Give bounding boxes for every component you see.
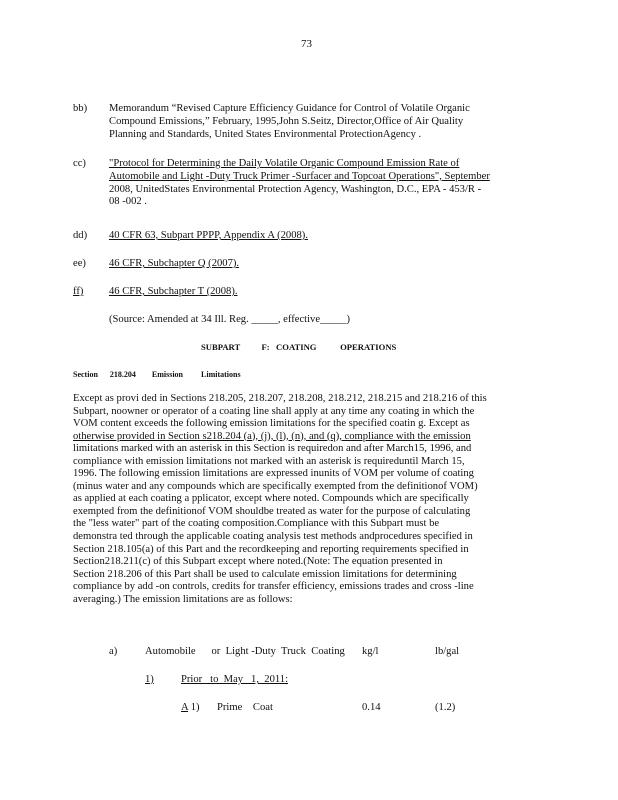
item-text-1: Prior to May 1, 2011: — [181, 674, 289, 685]
ref-cc-line: "Protocol for Determining the Daily Volatile Organic Compound Emission Rate of — [109, 158, 460, 169]
item-label-a1-letter: A — [181, 702, 189, 713]
ref-bb-line: Memorandum “Revised Capture Efficiency Guidance for Control of Volatile Organic — [109, 103, 470, 114]
section-heading: Section 218.204 Emission Limitations — [73, 370, 241, 379]
body-line: compliance by add -on controls, credits for transfer efficiency, emissions trades and cross -line — [73, 581, 474, 593]
body-line: compliance with emission limitations not marked with an asterisk is requireduntil March 15, — [73, 455, 465, 467]
ref-label-bb: bb) — [73, 103, 88, 114]
subpart-heading: SUBPART F: COATING OPERATIONS — [201, 342, 397, 352]
item-label-a1-num: 1) — [188, 702, 200, 713]
unit-kg-l: kg/l — [362, 646, 379, 657]
ref-cc-line: 2008, UnitedStates Environmental Protection Agency, Washington, D.C., EPA - 453/R - — [109, 183, 482, 195]
list-label-a: a) — [109, 646, 118, 657]
ref-text-dd: 40 CFR 63, Subpart PPPP, Appendix A (2008). — [109, 230, 308, 241]
ref-cc-line: 08 -002 . — [109, 196, 147, 208]
item-label-1: 1) — [145, 674, 154, 685]
source-note: (Source: Amended at 34 Ill. Reg. _____, effective_____) — [109, 314, 351, 325]
ref-label-ee: ee) — [73, 258, 86, 269]
item-label-a1 — [181, 702, 200, 715]
ref-label-cc: cc) — [73, 158, 86, 169]
ref-text-ee: 46 CFR, Subchapter Q (2007). — [109, 258, 240, 269]
body-paragraph — [73, 393, 543, 606]
ref-label-dd: dd) — [73, 230, 88, 241]
item-a1-kg-value: 0.14 — [362, 702, 381, 713]
ref-bb-line: Planning and Standards, United States Environmental ProtectionAgency . — [109, 128, 422, 140]
body-line: as applied at each coating a pplicator, except where noted. Compounds which are specifically — [73, 493, 469, 505]
ref-text-bb — [109, 103, 511, 141]
ref-bb-line: Compound Emissions,” February, 1995,John S.Seitz, Director,Office of Air Quality — [109, 115, 464, 127]
body-line: 1996. The following emission limitations are expressed inunits of VOM per volume of coating — [73, 468, 474, 480]
ref-label-ff: ff) — [73, 286, 84, 297]
ref-text-cc — [109, 158, 529, 184]
page-number: 73 — [301, 38, 312, 50]
body-line: otherwise provided in Section s218.204 (a), (j), (l), (n), and (q), compliance with the emission — [73, 430, 471, 442]
body-line: Subpart, noowner or operator of a coating line shall apply at any time any coating in which the — [73, 405, 475, 417]
body-line: Section 218.105(a) of this Part and the recordkeeping and reporting requirements specified in — [73, 543, 469, 555]
body-line: VOM content exceeds the following emission limitations for the specified coatin g. Except as — [73, 418, 470, 430]
body-line: limitations marked with an asterisk in this Section is requiredon and after March15, 1996, and — [73, 443, 472, 455]
body-line: exempted from the definitionof VOM shouldbe treated as water for the purpose of calculating — [73, 505, 471, 517]
body-line: the "less water" part of the coating composition.Compliance with this Subpart must be — [73, 518, 440, 530]
ref-text-cc-cont — [109, 184, 481, 210]
list-text-a: Automobile or Light -Duty Truck Coating — [145, 646, 345, 657]
ref-text-ff: 46 CFR, Subchapter T (2008). — [109, 286, 238, 297]
item-a1-lb-value: (1.2) — [435, 702, 456, 713]
body-line: averaging.) The emission limitations are as follows: — [73, 593, 293, 605]
item-text-a1: Prime Coat — [217, 702, 273, 713]
body-line: Section218.211(c) of this Subpart except where noted.(Note: The equation presented in — [73, 556, 443, 568]
body-line: (minus water and any compounds which are specifically exempted from the definitionof VOM) — [73, 480, 478, 492]
body-line: Section 218.206 of this Part shall be used to calculate emission limitations for determining — [73, 568, 457, 580]
unit-lb-gal: lb/gal — [435, 646, 460, 657]
body-line: Except as provi ded in Sections 218.205, 218.207, 218.208, 218.212, 218.215 and 218.216 of this — [73, 393, 487, 404]
ref-cc-line: Automobile and Light -Duty Truck Primer -Surfacer and Topcoat Operations", September — [109, 170, 490, 182]
body-line: demonstra ted through the applicable coating analysis test methods andprocedures specified in — [73, 531, 473, 543]
